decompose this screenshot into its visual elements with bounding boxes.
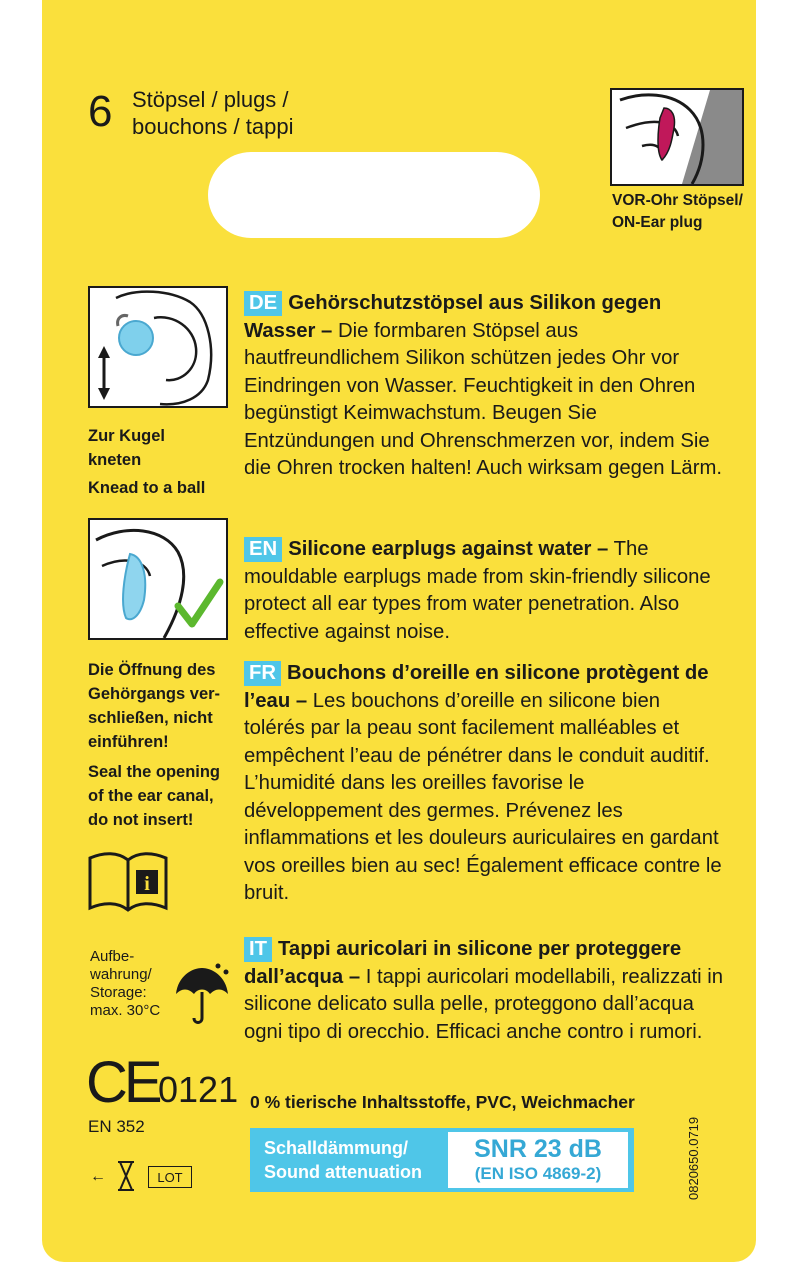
storage-text: [90, 948, 160, 1020]
block-fr-text: Les bouchons d’oreille en silicone bien tolérés par la peau sont facilement malléables et empêchent l’eau de pénétrer dans le conduit auditif. L’humidité dans les oreilles favorise le développement des germes. Prévenez les inflammations et les douleurs auriculaires en gardant vos oreilles bien au sec! Également efficace contre le bruit.: [244, 689, 722, 904]
step1-caption: [88, 424, 248, 500]
block-en-text: The mouldable earplugs made from skin-friendly silicone protect all ear types from water penetration. Also effective against noise.: [244, 538, 711, 643]
notified-body-number: 0121: [158, 1069, 239, 1110]
ear-caption-line: VOR-Ohr Stöpsel/: [612, 192, 743, 209]
seal-ear-check-icon: [90, 520, 226, 638]
snr-standard: (EN ISO 4869-2): [474, 1164, 602, 1183]
step1-de-line: kneten: [88, 451, 142, 469]
snr-box: [448, 1132, 628, 1188]
block-it-text: I tappi auricolari modellabili, realizzati in silicone delicato sulla pelle, proteggono dall’acqua ogni tipo di orecchio. Efficaci anche contro i rumori.: [244, 965, 724, 1043]
hourglass-icon: [116, 1160, 136, 1192]
block-it-title: Tappi auricolari in silicone per proteggere dall’acqua –: [244, 938, 682, 988]
step2-en-line: do not insert!: [88, 811, 194, 829]
count-label-line: Stöpsel / plugs /: [132, 87, 289, 112]
sound-attenuation-panel: [250, 1128, 634, 1192]
step2-en-line: of the ear canal,: [88, 787, 214, 805]
norm-label: EN 352: [88, 1117, 145, 1136]
block-de-title: Gehörschutzstöpsel aus Silikon gegen Wasser –: [244, 292, 662, 342]
plug-count-label: [132, 86, 293, 140]
plug-count: 6: [88, 87, 113, 136]
lang-tag-fr: FR: [244, 661, 281, 686]
step2-de-line: einführen!: [88, 733, 169, 751]
step2-de-line: Die Öffnung des: [88, 661, 216, 679]
on-ear-caption: [612, 190, 743, 234]
block-de: [244, 290, 724, 483]
knead-ball-icon: [90, 288, 226, 406]
on-ear-plug-illustration: [610, 88, 744, 186]
block-fr-title: Bouchons d’oreille en silicone protègent de l’eau –: [244, 662, 709, 712]
step2-de-line: schließen, nicht: [88, 709, 213, 727]
hanger-hole: [208, 152, 540, 238]
sound-attenuation-label: [264, 1136, 422, 1184]
sound-label-line: Schalldämmung/: [264, 1138, 409, 1158]
ce-mark: CE: [86, 1050, 159, 1115]
storage-line: Storage:: [90, 984, 147, 1001]
lot-label: LOT: [148, 1166, 192, 1188]
lang-tag-en: EN: [244, 537, 282, 562]
block-it: [244, 936, 724, 1046]
block-de-text: Die formbaren Stöpsel aus hautfreundlichem Silikon schützen jedes Ohr vor Eindringen von Wasser. Feuchtigkeit in den Ohren begünstigt Keimwachstum. Beugen Sie Entzündungen und Ohrenschmerzen vor, indem Sie die Ohren trocken halten! Auch wirksam gegen Lärm.: [244, 319, 722, 479]
block-fr: [244, 660, 724, 908]
free-of-statement: 0 % tierische Inhaltsstoffe, PVC, Weichmacher: [250, 1092, 635, 1112]
count-label-line: bouchons / tappi: [132, 114, 294, 139]
lang-tag-de: DE: [244, 291, 282, 316]
block-en: [244, 536, 724, 646]
block-en-title: Silicone earplugs against water –: [288, 538, 609, 560]
expiry-arrow: ←: [90, 1168, 106, 1185]
storage-line: wahrung/: [90, 966, 152, 983]
ear-with-plug-icon: [612, 90, 742, 184]
seal-ear-illustration: [88, 518, 228, 640]
step2-en-line: Seal the opening: [88, 763, 221, 781]
storage-line: max. 30°C: [90, 1002, 161, 1019]
step1-en-line: Knead to a ball: [88, 479, 206, 497]
keep-dry-umbrella-icon: [172, 962, 232, 1028]
sound-label-line: Sound attenuation: [264, 1162, 422, 1182]
storage-line: Aufbe-: [90, 948, 135, 965]
lang-tag-it: IT: [244, 937, 272, 962]
ear-caption-line: ON-Ear plug: [612, 214, 703, 231]
step2-de-line: Gehörgangs ver-: [88, 685, 221, 703]
step1-de-line: Zur Kugel: [88, 427, 165, 445]
svg-text:i: i: [144, 873, 150, 895]
instructions-book-icon: [86, 852, 170, 914]
step2-caption: [88, 658, 248, 832]
knead-illustration: [88, 286, 228, 408]
product-code: 0820650.0719: [686, 1116, 701, 1200]
snr-value: SNR 23 dB: [474, 1135, 602, 1163]
